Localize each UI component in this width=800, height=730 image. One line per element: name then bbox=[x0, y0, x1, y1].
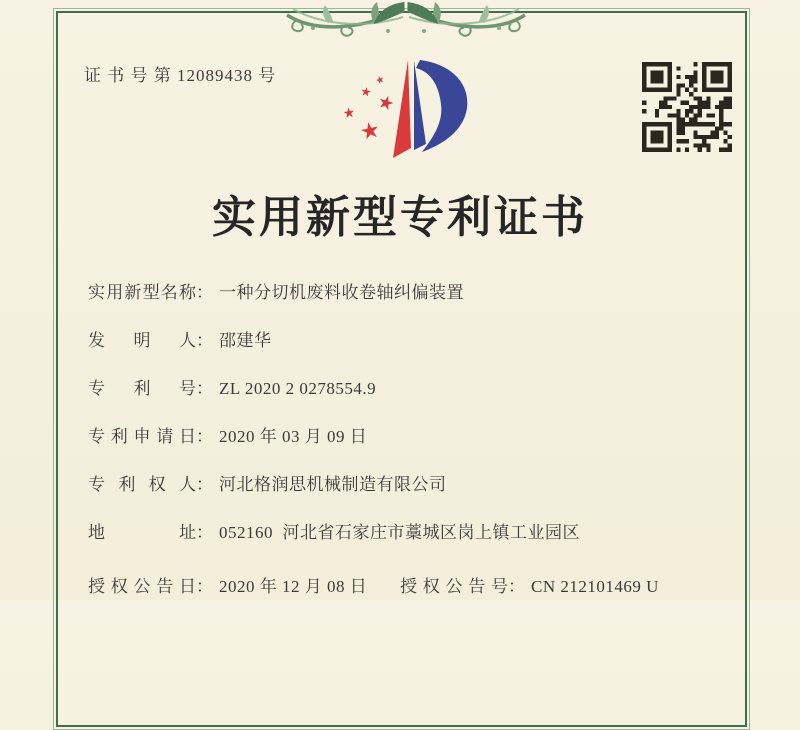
field-label: 专利号 bbox=[88, 379, 196, 398]
certificate-fields bbox=[88, 283, 580, 571]
field-label: 专利申请日 bbox=[88, 427, 196, 446]
field-inventor: 发明人： 邵建华 bbox=[88, 331, 272, 350]
field-utility-model-name: 实用新型名称： 一种分切机废料收卷轴纠偏装置 bbox=[88, 283, 464, 302]
field-patent-number: 专利号： ZL 2020 2 0278554.9 bbox=[88, 379, 377, 398]
grant-number-line: 授权公告号： CN 212101469 U bbox=[400, 572, 659, 597]
field-application-date: 专利申请日： 2020 年 03 月 09 日 bbox=[88, 427, 368, 446]
grant-number-value: CN 212101469 U bbox=[531, 577, 659, 596]
field-value: ZL 2020 2 0278554.9 bbox=[219, 379, 377, 398]
certificate-title: 实用新型专利证书 bbox=[212, 193, 588, 242]
qr-code bbox=[641, 62, 733, 152]
top-flourish-ornament-icon bbox=[283, 0, 529, 44]
field-patentee: 专利权人： 河北格润思机械制造有限公司 bbox=[88, 475, 447, 494]
field-value: 2020 年 03 月 09 日 bbox=[219, 427, 368, 446]
grant-date-label: 授权公告日 bbox=[88, 577, 196, 596]
field-address: 地址： 052160 河北省石家庄市藁城区岗上镇工业园区 bbox=[88, 523, 580, 542]
field-value: 邵建华 bbox=[219, 331, 272, 350]
certificate-number: 证 书 号 第 12089438 号 bbox=[84, 66, 277, 85]
grant-date-value: 2020 年 12 月 08 日 bbox=[219, 577, 368, 596]
field-value: 052160 河北省石家庄市藁城区岗上镇工业园区 bbox=[219, 523, 580, 542]
field-label: 实用新型名称 bbox=[88, 283, 196, 302]
field-value: 一种分切机废料收卷轴纠偏装置 bbox=[219, 283, 464, 302]
grant-number-label: 授权公告号 bbox=[400, 577, 508, 596]
grant-date-line: 授权公告日： 2020 年 12 月 08 日 bbox=[88, 572, 367, 597]
cnipa-patent-logo-icon bbox=[336, 46, 478, 164]
field-value: 河北格润思机械制造有限公司 bbox=[219, 475, 447, 494]
field-label: 地址 bbox=[88, 523, 196, 542]
field-label: 专利权人 bbox=[88, 475, 196, 494]
field-label: 发明人 bbox=[88, 331, 196, 350]
